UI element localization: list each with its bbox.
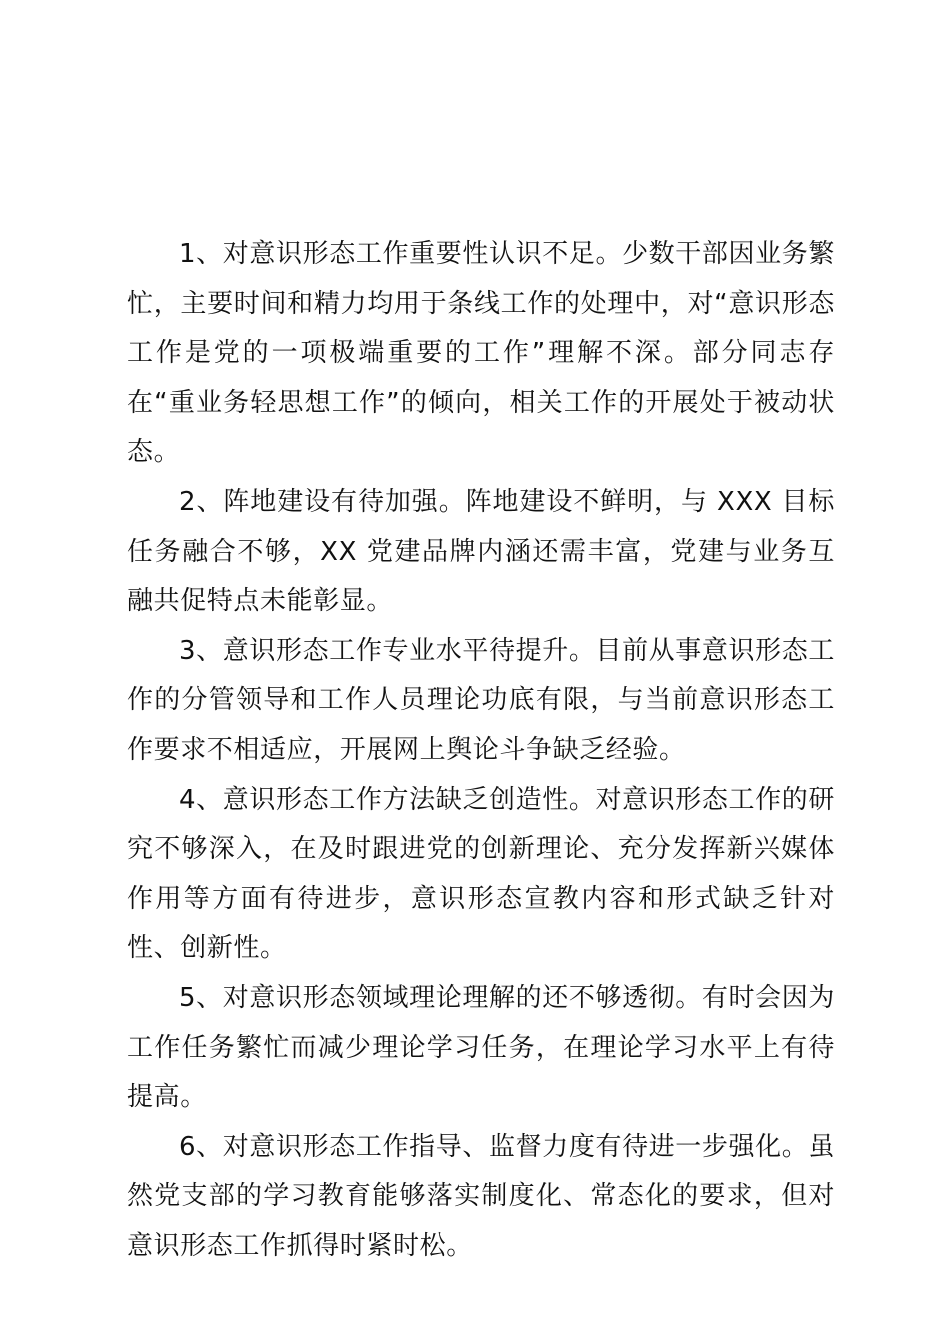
paragraph-3: 3、意识形态工作专业水平待提升。目前从事意识形态工作的分管领导和工作人员理论功底有限，与当前意识形态工作要求不相适应，开展网上舆论斗争缺乏经验。: [127, 635, 835, 765]
paragraph-5: 5、对意识形态领域理论理解的还不够透彻。有时会因为工作任务繁忙而减少理论学习任务，在理论学习水平上有待提高。: [127, 982, 835, 1113]
paragraph-2: 2、阵地建设有待加强。阵地建设不鲜明，与 XXX 目标任务融合不够，XX 党建品牌内涵还需丰富，党建与业务互融共促特点未能彰显。: [127, 486, 835, 617]
paragraph-1: 1、对意识形态工作重要性认识不足。少数干部因业务繁忙，主要时间和精力均用于条线工作的处理中，对“意识形态工作是党的一项极端重要的工作”理解不深。部分同志存在“重业务轻思想工作”的倾向，相关工作的开展处于被动状态。: [127, 239, 835, 468]
paragraph-6: 6、对意识形态工作指导、监督力度有待进一步强化。虽然党支部的学习教育能够落实制度化、常态化的要求，但对意识形态工作抓得时紧时松。: [127, 1131, 835, 1261]
paragraph-4: 4、意识形态工作方法缺乏创造性。对意识形态工作的研究不够深入，在及时跟进党的创新理论、充分发挥新兴媒体作用等方面有待进步，意识形态宣教内容和形式缺乏针对性、创新性。: [127, 784, 835, 964]
document-body: [127, 230, 835, 1271]
